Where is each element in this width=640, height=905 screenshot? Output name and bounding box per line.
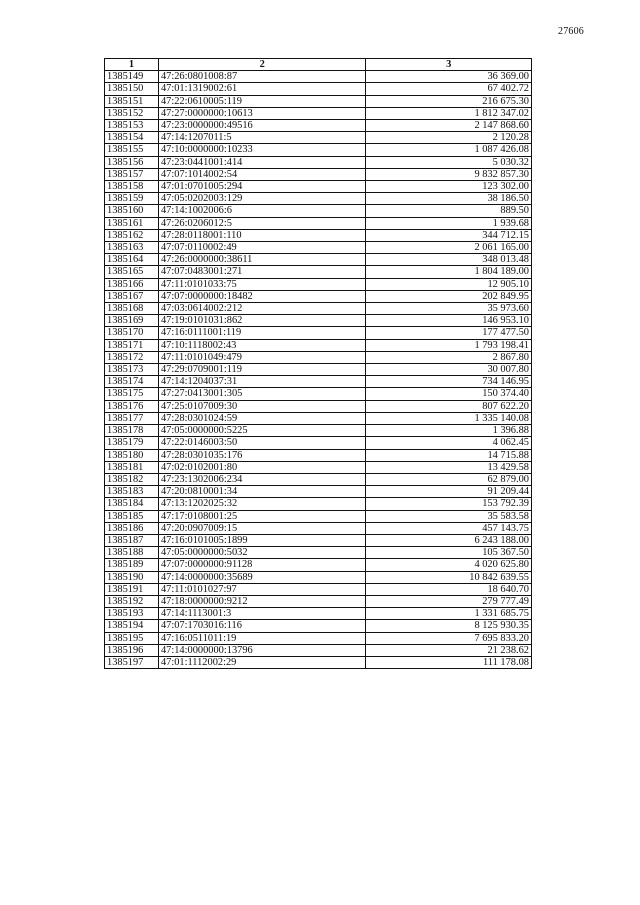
table-row: [105, 522, 532, 534]
row-number-cell: 1385184: [105, 498, 159, 510]
row-number-cell: 1385193: [105, 608, 159, 620]
row-number-cell: 1385185: [105, 510, 159, 522]
row-number-cell: 1385156: [105, 156, 159, 168]
table-row: [105, 242, 532, 254]
table-row: [105, 315, 532, 327]
row-number-cell: 1385163: [105, 242, 159, 254]
table-row: [105, 461, 532, 473]
table-row: [105, 71, 532, 83]
value-cell: 1 331 685.75: [366, 608, 532, 620]
row-number-cell: 1385192: [105, 595, 159, 607]
cadastral-number-cell: 47:14:0000000:13796: [158, 644, 366, 656]
table-row: [105, 144, 532, 156]
table-row: [105, 632, 532, 644]
table-row: [105, 229, 532, 241]
cadastral-number-cell: 47:20:0907009:15: [158, 522, 366, 534]
cadastral-number-cell: 47:13:1202025:32: [158, 498, 366, 510]
cadastral-number-cell: 47:11:0101049:479: [158, 351, 366, 363]
value-cell: 18 640.70: [366, 583, 532, 595]
table-row: [105, 644, 532, 656]
row-number-cell: 1385153: [105, 120, 159, 132]
registry-table: [104, 58, 532, 669]
value-cell: 146 953.10: [366, 315, 532, 327]
cadastral-number-cell: 47:11:0101027:97: [158, 583, 366, 595]
value-cell: 9 832 857.30: [366, 168, 532, 180]
table-row: [105, 303, 532, 315]
value-cell: 10 842 639.55: [366, 571, 532, 583]
cadastral-number-cell: 47:11:0101033:75: [158, 278, 366, 290]
value-cell: 1 939.68: [366, 217, 532, 229]
cadastral-number-cell: 47:26:0801008:87: [158, 71, 366, 83]
value-cell: 1 804 189.00: [366, 266, 532, 278]
value-cell: 35 973.60: [366, 303, 532, 315]
row-number-cell: 1385154: [105, 132, 159, 144]
value-cell: 36 369.00: [366, 71, 532, 83]
row-number-cell: 1385150: [105, 83, 159, 95]
row-number-cell: 1385169: [105, 315, 159, 327]
table-row: [105, 132, 532, 144]
value-cell: 889.50: [366, 205, 532, 217]
row-number-cell: 1385180: [105, 449, 159, 461]
cadastral-number-cell: 47:19:0101031:862: [158, 315, 366, 327]
value-cell: 7 695 833.20: [366, 632, 532, 644]
table-row: [105, 425, 532, 437]
table-row: [105, 83, 532, 95]
value-cell: 4 062.45: [366, 437, 532, 449]
row-number-cell: 1385197: [105, 656, 159, 668]
table-row: [105, 254, 532, 266]
value-cell: 4 020 625.80: [366, 559, 532, 571]
table-row: [105, 278, 532, 290]
row-number-cell: 1385175: [105, 388, 159, 400]
value-cell: 150 374.40: [366, 388, 532, 400]
table-row: [105, 205, 532, 217]
column-header-2: 2: [158, 59, 366, 71]
table-row: [105, 290, 532, 302]
value-cell: 1 396.88: [366, 425, 532, 437]
cadastral-number-cell: 47:01:0701005:294: [158, 181, 366, 193]
row-number-cell: 1385194: [105, 620, 159, 632]
row-number-cell: 1385188: [105, 547, 159, 559]
row-number-cell: 1385191: [105, 583, 159, 595]
cadastral-number-cell: 47:07:0000000:91128: [158, 559, 366, 571]
cadastral-number-cell: 47:05:0202003:129: [158, 193, 366, 205]
value-cell: 62 879.00: [366, 473, 532, 485]
cadastral-number-cell: 47:23:0441001:414: [158, 156, 366, 168]
table-row: [105, 95, 532, 107]
cadastral-number-cell: 47:27:0413001:305: [158, 388, 366, 400]
value-cell: 8 125 930.35: [366, 620, 532, 632]
row-number-cell: 1385152: [105, 107, 159, 119]
table-row: [105, 559, 532, 571]
row-number-cell: 1385183: [105, 486, 159, 498]
cadastral-number-cell: 47:14:0000000:35689: [158, 571, 366, 583]
column-header-3: 3: [366, 59, 532, 71]
row-number-cell: 1385157: [105, 168, 159, 180]
row-number-cell: 1385190: [105, 571, 159, 583]
row-number-cell: 1385178: [105, 425, 159, 437]
cadastral-number-cell: 47:07:0483001:271: [158, 266, 366, 278]
value-cell: 2 867.80: [366, 351, 532, 363]
table-row: [105, 510, 532, 522]
cadastral-number-cell: 47:05:0000000:5225: [158, 425, 366, 437]
table-row: [105, 217, 532, 229]
cadastral-number-cell: 47:16:0111001:119: [158, 327, 366, 339]
cadastral-number-cell: 47:14:1002006:6: [158, 205, 366, 217]
value-cell: 21 238.62: [366, 644, 532, 656]
value-cell: 807 622.20: [366, 400, 532, 412]
value-cell: 30 007.80: [366, 364, 532, 376]
cadastral-number-cell: 47:02:0102001:80: [158, 461, 366, 473]
cadastral-number-cell: 47:01:1319002:61: [158, 83, 366, 95]
cadastral-number-cell: 47:07:0110002:49: [158, 242, 366, 254]
cadastral-number-cell: 47:23:0000000:49516: [158, 120, 366, 132]
table-row: [105, 168, 532, 180]
value-cell: 6 243 188.00: [366, 534, 532, 546]
table-row: [105, 608, 532, 620]
table-row: [105, 449, 532, 461]
table-row: [105, 181, 532, 193]
cadastral-number-cell: 47:07:1014002:54: [158, 168, 366, 180]
cadastral-number-cell: 47:17:0108001:25: [158, 510, 366, 522]
cadastral-number-cell: 47:14:1113001:3: [158, 608, 366, 620]
table-row: [105, 400, 532, 412]
table-row: [105, 339, 532, 351]
row-number-cell: 1385168: [105, 303, 159, 315]
value-cell: 2 120.28: [366, 132, 532, 144]
row-number-cell: 1385171: [105, 339, 159, 351]
row-number-cell: 1385173: [105, 364, 159, 376]
column-header-1: 1: [105, 59, 159, 71]
cadastral-number-cell: 47:14:1204037:31: [158, 376, 366, 388]
row-number-cell: 1385182: [105, 473, 159, 485]
value-cell: 14 715.88: [366, 449, 532, 461]
value-cell: 279 777.49: [366, 595, 532, 607]
value-cell: 344 712.15: [366, 229, 532, 241]
row-number-cell: 1385181: [105, 461, 159, 473]
row-number-cell: 1385186: [105, 522, 159, 534]
row-number-cell: 1385160: [105, 205, 159, 217]
cadastral-number-cell: 47:16:0511011:19: [158, 632, 366, 644]
value-cell: 734 146.95: [366, 376, 532, 388]
table-row: [105, 473, 532, 485]
table-row: [105, 571, 532, 583]
row-number-cell: 1385159: [105, 193, 159, 205]
cadastral-number-cell: 47:23:1302006:234: [158, 473, 366, 485]
value-cell: 123 302.00: [366, 181, 532, 193]
value-cell: 348 013.48: [366, 254, 532, 266]
row-number-cell: 1385179: [105, 437, 159, 449]
cadastral-number-cell: 47:16:0101005:1899: [158, 534, 366, 546]
row-number-cell: 1385172: [105, 351, 159, 363]
value-cell: 67 402.72: [366, 83, 532, 95]
cadastral-number-cell: 47:14:1207011:5: [158, 132, 366, 144]
row-number-cell: 1385174: [105, 376, 159, 388]
table-row: [105, 107, 532, 119]
value-cell: 177 477.50: [366, 327, 532, 339]
cadastral-number-cell: 47:20:0810001:34: [158, 486, 366, 498]
table-row: [105, 120, 532, 132]
table-row: [105, 327, 532, 339]
value-cell: 13 429.58: [366, 461, 532, 473]
cadastral-number-cell: 47:26:0206012:5: [158, 217, 366, 229]
cadastral-number-cell: 47:10:1118002:43: [158, 339, 366, 351]
table-row: [105, 193, 532, 205]
row-number-cell: 1385167: [105, 290, 159, 302]
row-number-cell: 1385161: [105, 217, 159, 229]
row-number-cell: 1385170: [105, 327, 159, 339]
cadastral-number-cell: 47:01:1112002:29: [158, 656, 366, 668]
table-row: [105, 376, 532, 388]
table-row: [105, 437, 532, 449]
value-cell: 216 675.30: [366, 95, 532, 107]
row-number-cell: 1385158: [105, 181, 159, 193]
table-row: [105, 656, 532, 668]
table-body: [105, 71, 532, 669]
value-cell: 1 087 426.08: [366, 144, 532, 156]
value-cell: 153 792.39: [366, 498, 532, 510]
row-number-cell: 1385177: [105, 412, 159, 424]
cadastral-number-cell: 47:05:0000000:5032: [158, 547, 366, 559]
table-row: [105, 351, 532, 363]
cadastral-number-cell: 47:10:0000000:10233: [158, 144, 366, 156]
cadastral-number-cell: 47:03:0614002:212: [158, 303, 366, 315]
table-header-row: [105, 59, 532, 71]
table-row: [105, 156, 532, 168]
row-number-cell: 1385151: [105, 95, 159, 107]
table-row: [105, 595, 532, 607]
table-row: [105, 486, 532, 498]
cadastral-number-cell: 47:28:0118001:110: [158, 229, 366, 241]
cadastral-number-cell: 47:26:0000000:38611: [158, 254, 366, 266]
value-cell: 91 209.44: [366, 486, 532, 498]
row-number-cell: 1385196: [105, 644, 159, 656]
value-cell: 1 793 198.41: [366, 339, 532, 351]
row-number-cell: 1385149: [105, 71, 159, 83]
cadastral-number-cell: 47:07:1703016:116: [158, 620, 366, 632]
value-cell: 2 147 868.60: [366, 120, 532, 132]
value-cell: 105 367.50: [366, 547, 532, 559]
table-row: [105, 498, 532, 510]
table-row: [105, 583, 532, 595]
cadastral-number-cell: 47:22:0146003:50: [158, 437, 366, 449]
value-cell: 202 849.95: [366, 290, 532, 302]
cadastral-number-cell: 47:29:0709001:119: [158, 364, 366, 376]
page-number: 27606: [558, 26, 584, 37]
value-cell: 1 335 140.08: [366, 412, 532, 424]
row-number-cell: 1385189: [105, 559, 159, 571]
table-row: [105, 534, 532, 546]
cadastral-number-cell: 47:25:0107009:30: [158, 400, 366, 412]
row-number-cell: 1385164: [105, 254, 159, 266]
table-row: [105, 388, 532, 400]
row-number-cell: 1385187: [105, 534, 159, 546]
row-number-cell: 1385155: [105, 144, 159, 156]
cadastral-number-cell: 47:28:0301024:59: [158, 412, 366, 424]
value-cell: 111 178.08: [366, 656, 532, 668]
row-number-cell: 1385195: [105, 632, 159, 644]
value-cell: 35 583.58: [366, 510, 532, 522]
table-row: [105, 620, 532, 632]
table-row: [105, 412, 532, 424]
value-cell: 1 812 347.02: [366, 107, 532, 119]
table-row: [105, 547, 532, 559]
cadastral-number-cell: 47:18:0000000:9212: [158, 595, 366, 607]
row-number-cell: 1385176: [105, 400, 159, 412]
value-cell: 2 061 165.00: [366, 242, 532, 254]
row-number-cell: 1385162: [105, 229, 159, 241]
value-cell: 38 186.50: [366, 193, 532, 205]
value-cell: 5 030.32: [366, 156, 532, 168]
table-row: [105, 364, 532, 376]
value-cell: 457 143.75: [366, 522, 532, 534]
row-number-cell: 1385166: [105, 278, 159, 290]
value-cell: 12 905.10: [366, 278, 532, 290]
table-row: [105, 266, 532, 278]
cadastral-number-cell: 47:28:0301035:176: [158, 449, 366, 461]
cadastral-number-cell: 47:07:0000000:18482: [158, 290, 366, 302]
cadastral-number-cell: 47:22:0610005:119: [158, 95, 366, 107]
row-number-cell: 1385165: [105, 266, 159, 278]
cadastral-number-cell: 47:27:0000000:10613: [158, 107, 366, 119]
